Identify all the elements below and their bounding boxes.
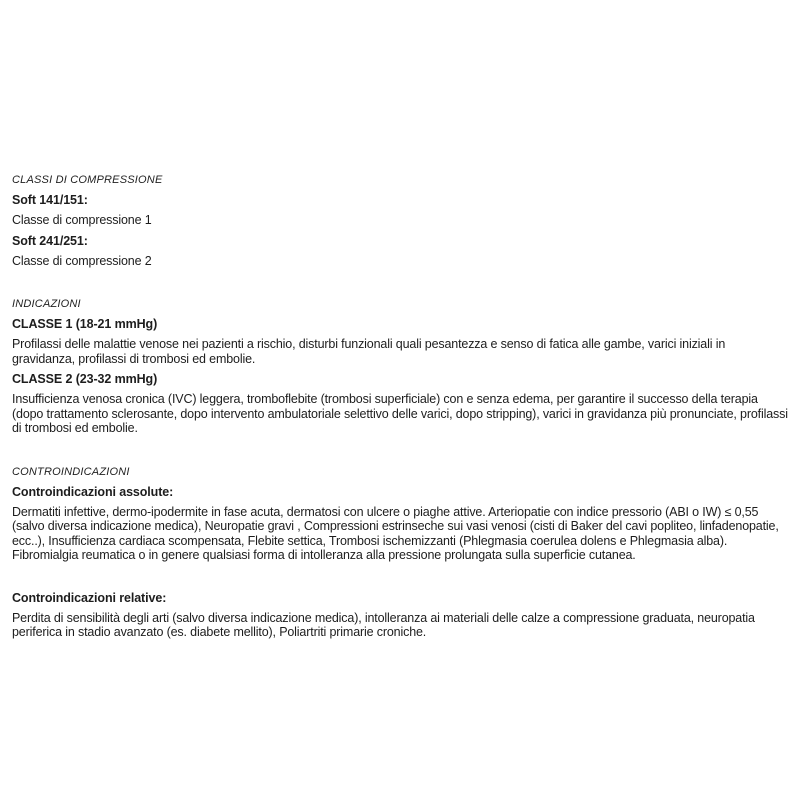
section-heading-compression-classes: CLASSI DI COMPRESSIONE — [12, 174, 163, 186]
model-label-soft-241-251: Soft 241/251: — [12, 233, 88, 248]
absolute-contraindications-subheading: Controindicazioni assolute: — [12, 484, 174, 499]
product-description-page — [12, 0, 790, 640]
relative-contraindications-text: Perdita di sensibilità degli arti (salvo diversa indicazione medica), intolleranza ai materiali delle calze a compressione graduata, neuropatia periferica in stadio avanzato (es. diabete mellito), Poliartriti primarie croniche. — [12, 610, 755, 639]
relative-contraindications-subheading: Controindicazioni relative: — [12, 590, 167, 605]
model-class-soft-241-251: Classe di compressione 2 — [12, 253, 152, 268]
class-2-description: Insufficienza venosa cronica (IVC) leggera, tromboflebite (trombosi superficiale) con e senza edema, per garantire il successo della terapia (dopo trattamento sclerosante, dopo intervento ambulatoriale selettivo delle varici, dopo stripping), varici in gravidanza più pronunciate, profilassi di trombosi ed embolie. — [12, 392, 788, 435]
section-indications — [12, 268, 790, 436]
model-label-soft-141-151: Soft 141/151: — [12, 193, 88, 207]
absolute-contraindications-text: Dermatiti infettive, dermo-ipodermite in fase acuta, dermatosi con ulcere o piaghe attive. Arteriopatie con indice pressorio (ABI o IW) ≤ 0,55 (salvo diversa indicazione medica), Neuropatie gravi , Compressioni estrinseche sui vasi venosi (cisti di Baker del cavi popliteo, linfadenopatie, ecc..), Insufficienza cardiaca scompensata, Flebite settica, Trombosi ischemizzanti (Phlegmasia coerulea dolens e Phlegmasia alba). Fibromialgia reumatica o in genere qualsiasi forma di intolleranza alla pressione prolungata sulla superficie cutanea. — [12, 504, 779, 562]
model-class-soft-141-151: Classe di compressione 1 — [12, 213, 152, 227]
class-2-subheading: CLASSE 2 (23-32 mmHg) — [12, 372, 158, 386]
section-contraindications — [12, 436, 790, 640]
section-compression-classes — [12, 173, 790, 268]
section-heading-indications: INDICAZIONI — [12, 298, 81, 310]
class-1-subheading: CLASSE 1 (18-21 mmHg) — [12, 317, 158, 331]
class-1-description: Profilassi delle malattie venose nei pazienti a rischio, disturbi funzionali quali pesantezza e senso di fatica alle gambe, varici iniziali in gravidanza, profilassi di trombosi ed embolie. — [12, 337, 726, 366]
section-heading-contraindications: CONTROINDICAZIONI — [12, 465, 130, 478]
